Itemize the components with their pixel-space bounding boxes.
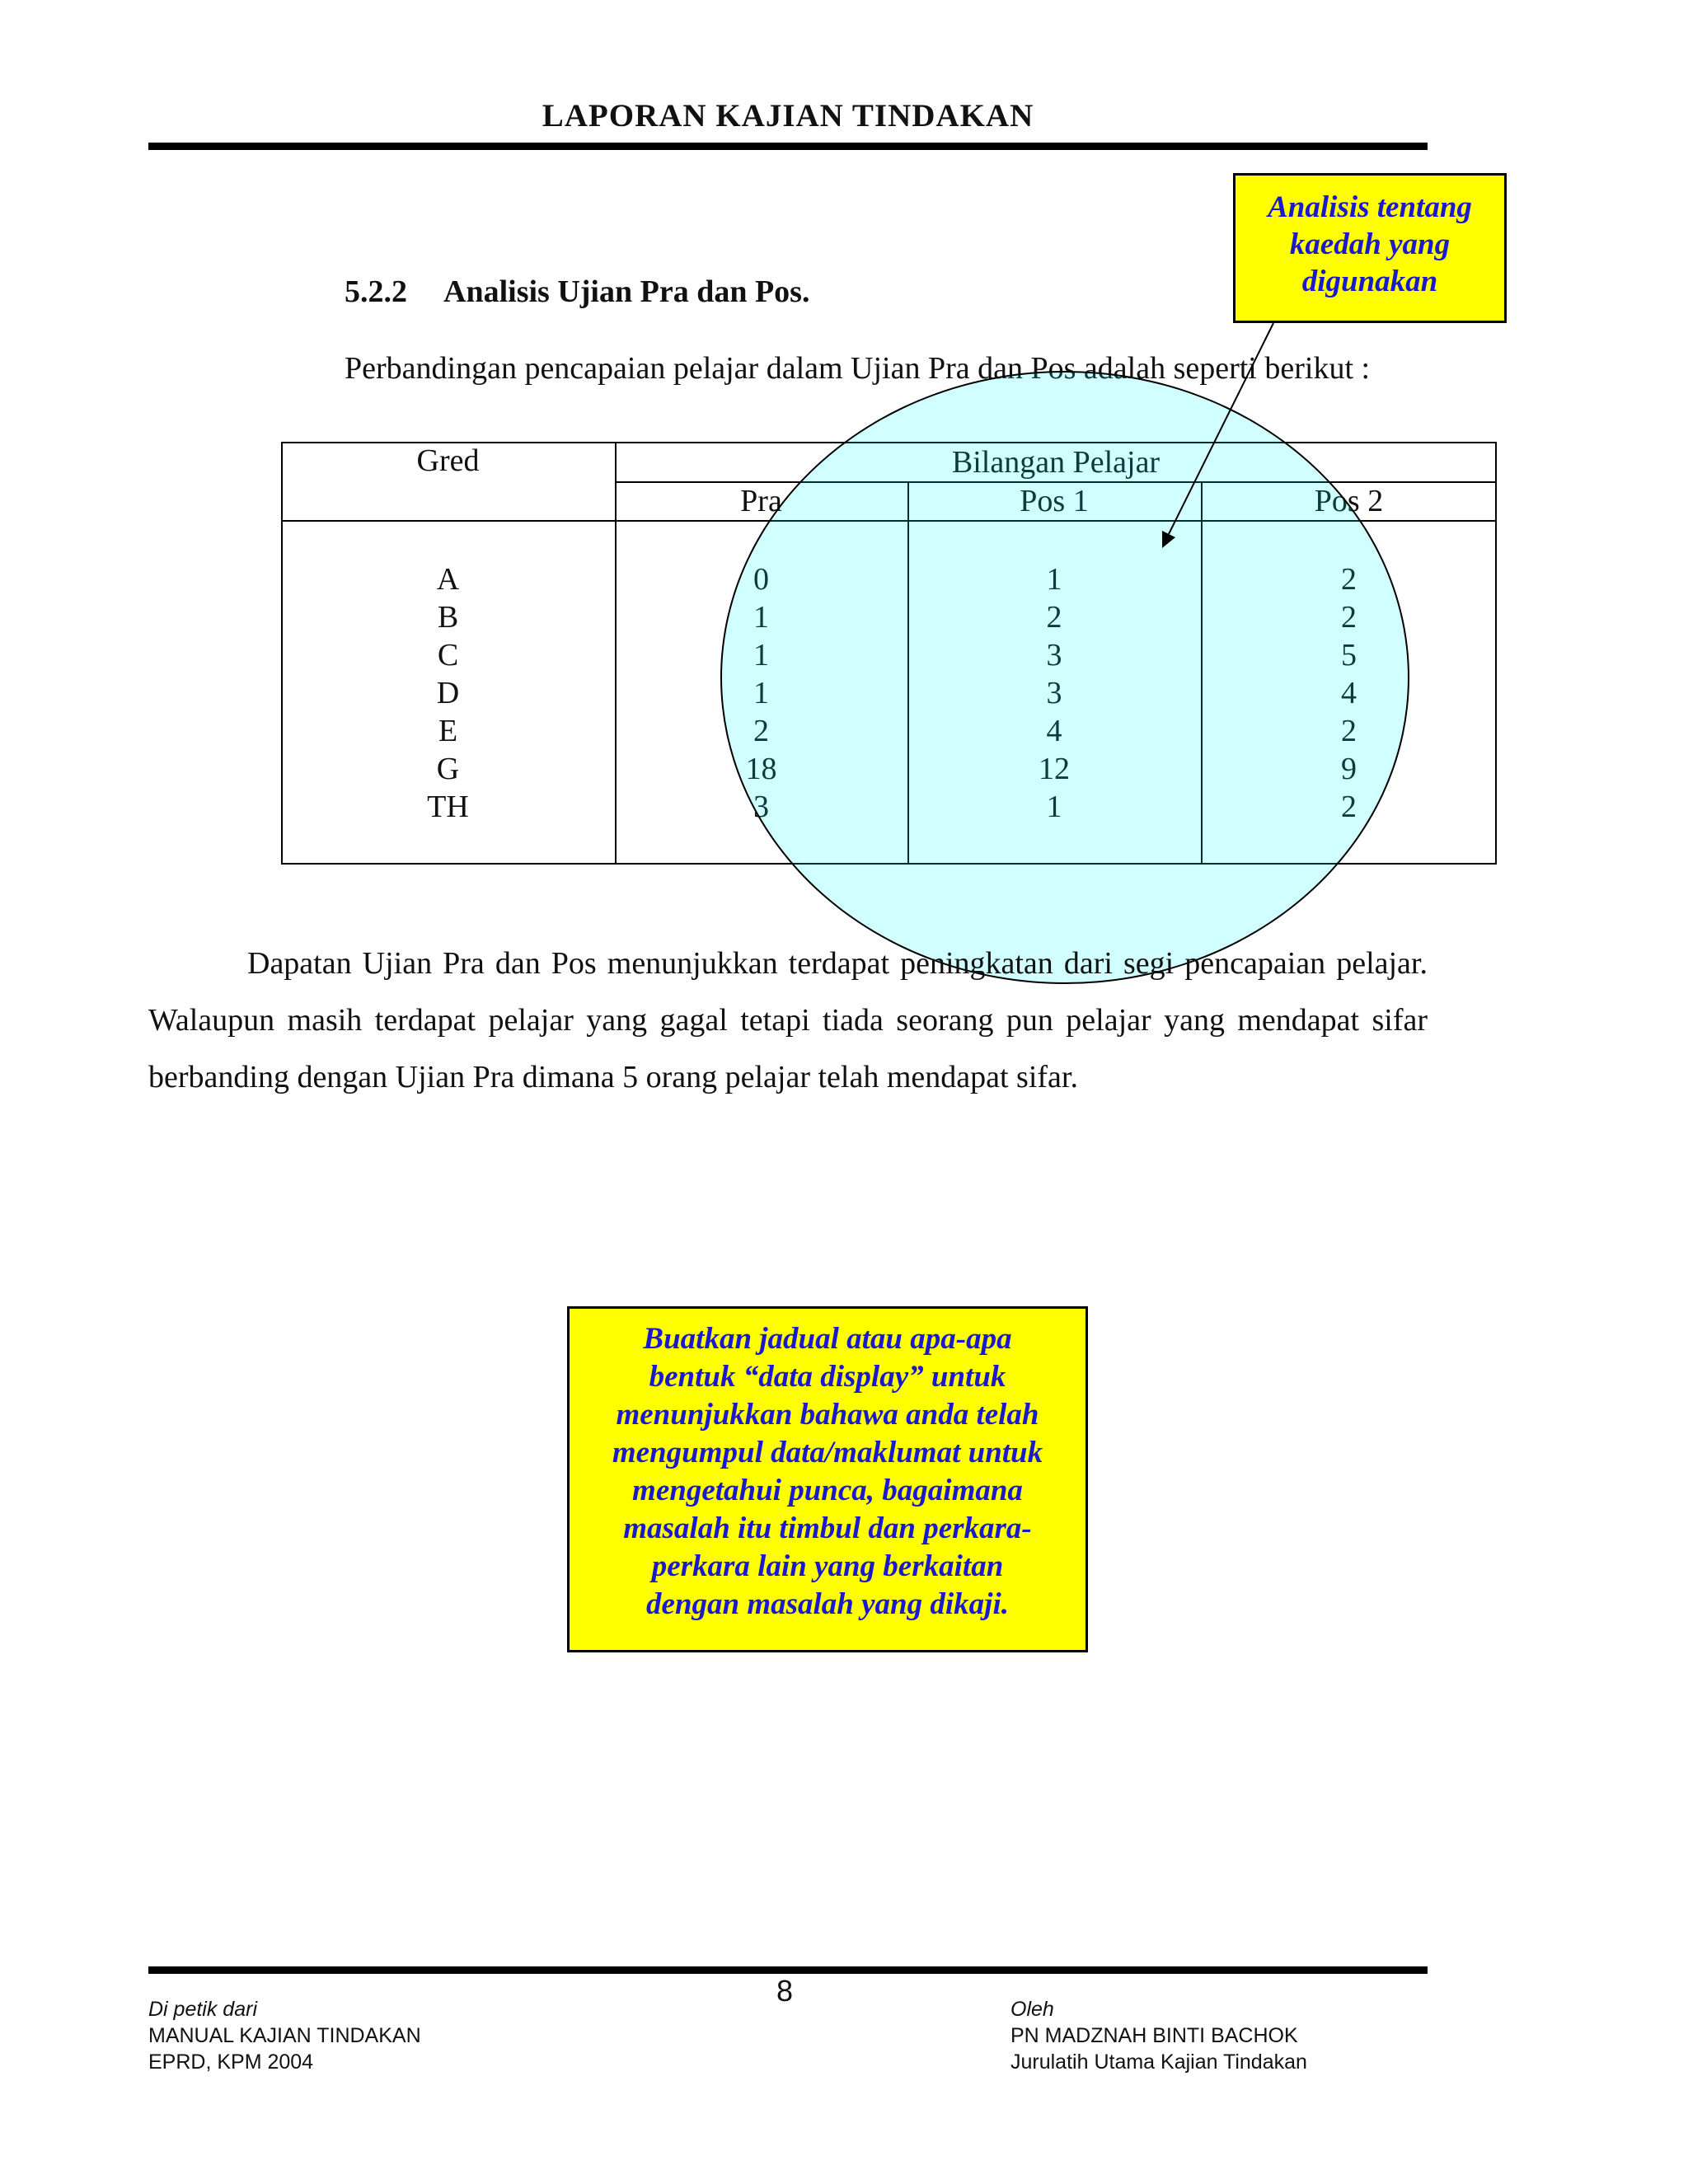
header-pos2: Pos 2: [1314, 484, 1384, 518]
pos1-cell: 1: [1046, 790, 1062, 824]
page-header-title: LAPORAN KAJIAN TINDAKAN: [542, 98, 1034, 134]
grade-cell: G: [436, 752, 460, 786]
footer-source: [148, 1996, 421, 2075]
footer-rule: [148, 1966, 1428, 1974]
callout-line: dengan masalah yang dikaji.: [646, 1587, 1009, 1621]
pra-cell: 2: [753, 714, 769, 748]
pos1-cell: 3: [1046, 638, 1062, 673]
pos2-cell: 2: [1341, 790, 1357, 824]
grade-cell: C: [437, 638, 459, 673]
section-title: Analisis Ujian Pra dan Pos.: [443, 274, 810, 309]
callout-line: masalah itu timbul dan perkara-: [623, 1511, 1032, 1545]
pos1-cell: 2: [1046, 600, 1062, 635]
grade-cell: E: [438, 714, 458, 748]
pra-cell: 1: [753, 600, 769, 635]
pos1-cell: 3: [1046, 676, 1062, 710]
grade-cell: A: [436, 562, 460, 597]
callout-line: Analisis tentang: [1268, 190, 1472, 224]
findings-text: Dapatan Ujian Pra dan Pos menunjukkan terdapat peningkatan dari segi pencapaian pelajar. Walaupun masih terdapat pelajar yang gagal tetapi tiada seorang pun pelajar yang mendapat sifar berbanding dengan Ujian Pra dimana 5 orang pelajar telah mendapat sifar.: [148, 946, 1428, 1094]
page-number: 8: [776, 1974, 794, 2008]
pos1-cell: 1: [1046, 562, 1062, 597]
pra-cell: 1: [753, 638, 769, 673]
pra-cell: 0: [753, 562, 769, 597]
header-gred: Gred: [416, 443, 480, 478]
callout-data-display-instruction: [567, 1306, 1088, 1652]
footer-author: [1010, 1996, 1307, 2075]
intro-paragraph: Perbandingan pencapaian pelajar dalam Ujian Pra dan Pos adalah seperti berikut :: [345, 351, 1371, 386]
footer-author-line1: PN MADZNAH BINTI BACHOK: [1010, 2024, 1298, 2047]
callout-line: kaedah yang: [1289, 227, 1451, 261]
header-pra: Pra: [740, 484, 782, 518]
pos2-cell: 2: [1341, 562, 1357, 597]
footer-author-line2: Jurulatih Utama Kajian Tindakan: [1010, 2050, 1307, 2074]
callout-line: menunjukkan bahawa anda telah: [616, 1398, 1039, 1432]
header-bilangan-pelajar: Bilangan Pelajar: [951, 445, 1160, 480]
grade-cell: D: [436, 676, 460, 710]
pos2-cell: 2: [1341, 600, 1357, 635]
footer-source-line2: EPRD, KPM 2004: [148, 2050, 314, 2074]
grade-cell: TH: [427, 790, 469, 824]
pos1-cell: 4: [1046, 714, 1062, 748]
grade-cell: B: [437, 600, 459, 635]
pos2-cell: 2: [1341, 714, 1357, 748]
callout-line: Buatkan jadual atau apa-apa: [643, 1322, 1012, 1356]
footer-source-line1: MANUAL KAJIAN TINDAKAN: [148, 2024, 421, 2047]
pos2-cell: 5: [1341, 638, 1357, 673]
pra-cell: 18: [745, 752, 777, 786]
pra-cell: 3: [753, 790, 769, 824]
section-number: 5.2.2: [345, 274, 407, 309]
callout-line: digunakan: [1301, 265, 1438, 298]
footer-author-label: Oleh: [1010, 1998, 1054, 2021]
pos1-cell: 12: [1039, 752, 1070, 786]
callout-line: mengumpul data/maklumat untuk: [612, 1436, 1043, 1469]
callout-line: bentuk “data display” untuk: [649, 1360, 1006, 1394]
findings-paragraph: [148, 935, 1428, 1106]
pra-cell: 1: [753, 676, 769, 710]
footer-source-label: Di petik dari: [148, 1998, 257, 2021]
pos2-cell: 9: [1341, 752, 1357, 786]
callout-line: perkara lain yang berkaitan: [651, 1549, 1004, 1583]
header-pos1: Pos 1: [1020, 484, 1089, 518]
pos2-cell: 4: [1341, 676, 1357, 710]
callout-line: mengetahui punca, bagaimana: [632, 1474, 1023, 1507]
